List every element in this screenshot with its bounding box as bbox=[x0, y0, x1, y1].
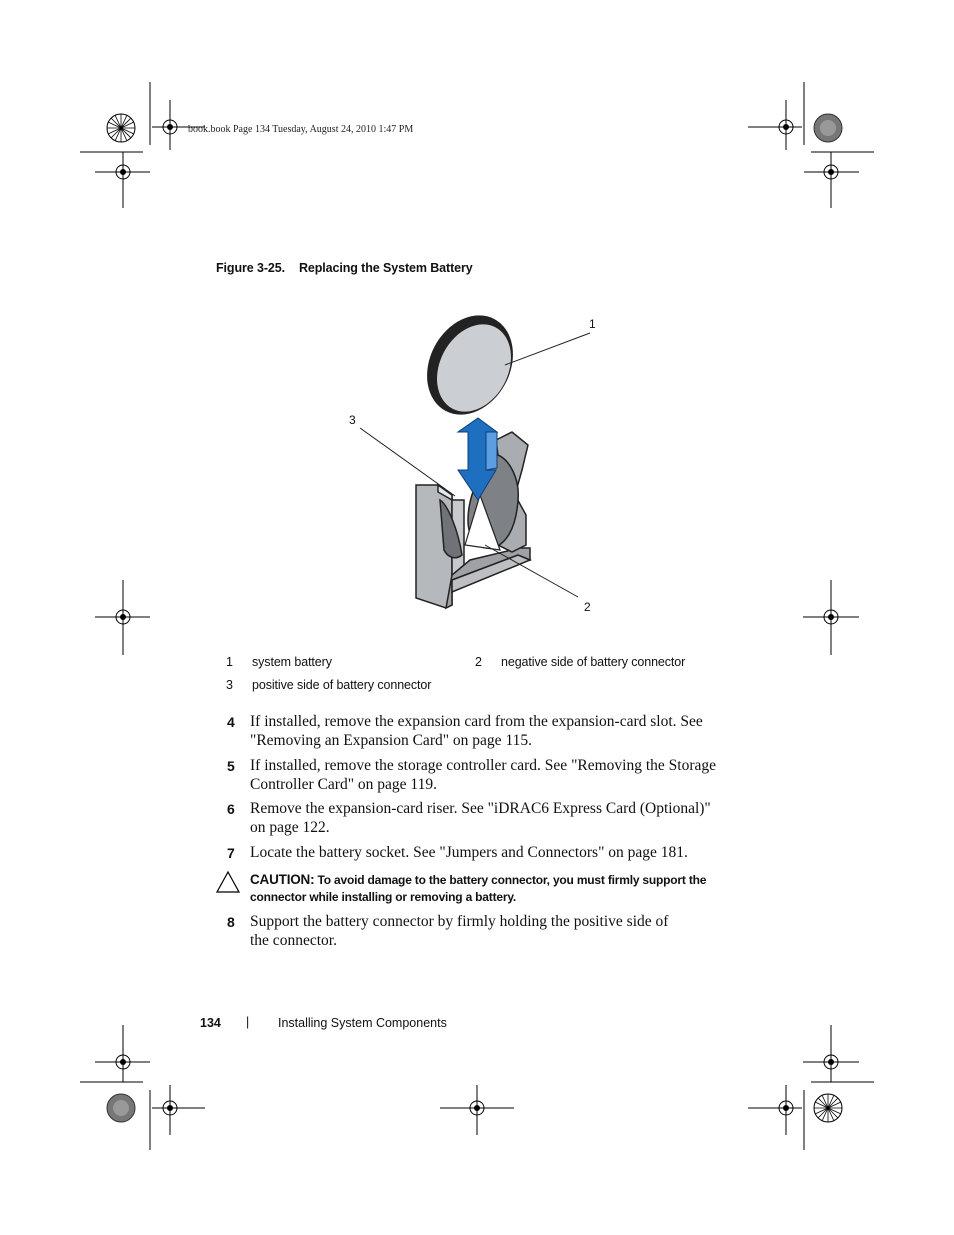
step-8-number: 8 bbox=[227, 914, 235, 930]
step-4-text: If installed, remove the expansion card from the expansion-card slot. See "Removing an Expansion Card" on page 115. bbox=[250, 713, 703, 749]
step-6-text: Remove the expansion-card riser. See "iDRAC6 Express Card (Optional)" on page 122. bbox=[250, 800, 711, 836]
step-4-number: 4 bbox=[227, 714, 235, 730]
callout-3: 3 bbox=[349, 413, 356, 427]
legend-num-2: 2 bbox=[475, 655, 482, 669]
caution-notice bbox=[250, 871, 730, 906]
step-7-number: 7 bbox=[227, 845, 235, 861]
step-5-text: If installed, remove the storage controller card. See "Removing the Storage Controller Card" on page 119. bbox=[250, 757, 717, 793]
legend-label-3: positive side of battery connector bbox=[252, 678, 432, 692]
page-number: 134 bbox=[200, 1016, 221, 1030]
legend-num-1: 1 bbox=[226, 655, 233, 669]
callout-1: 1 bbox=[589, 317, 596, 331]
step-6-number: 6 bbox=[227, 801, 235, 817]
step-7-text: Locate the battery socket. See "Jumpers and Connectors" on page 181. bbox=[250, 844, 688, 861]
footer-separator: | bbox=[246, 1015, 250, 1029]
legend-num-3: 3 bbox=[226, 678, 233, 692]
figure-number: Figure 3-25. bbox=[216, 261, 285, 275]
legend-label-2: negative side of battery connector bbox=[501, 655, 686, 669]
figure-title: Replacing the System Battery bbox=[298, 261, 473, 275]
print-header: book.book Page 134 Tuesday, August 24, 2010 1:47 PM bbox=[188, 124, 414, 135]
caution-label: CAUTION: bbox=[250, 872, 315, 887]
step-5-number: 5 bbox=[227, 758, 235, 774]
caution-text: To avoid damage to the battery connector, you must firmly support the connector while installing or removing a battery. bbox=[250, 873, 707, 904]
footer-section: Installing System Components bbox=[278, 1016, 447, 1030]
coin-battery bbox=[410, 300, 529, 429]
legend-label-1: system battery bbox=[252, 655, 332, 669]
step-8-text: Support the battery connector by firmly holding the positive side of the connector. bbox=[250, 913, 669, 949]
callout-2: 2 bbox=[584, 600, 591, 614]
